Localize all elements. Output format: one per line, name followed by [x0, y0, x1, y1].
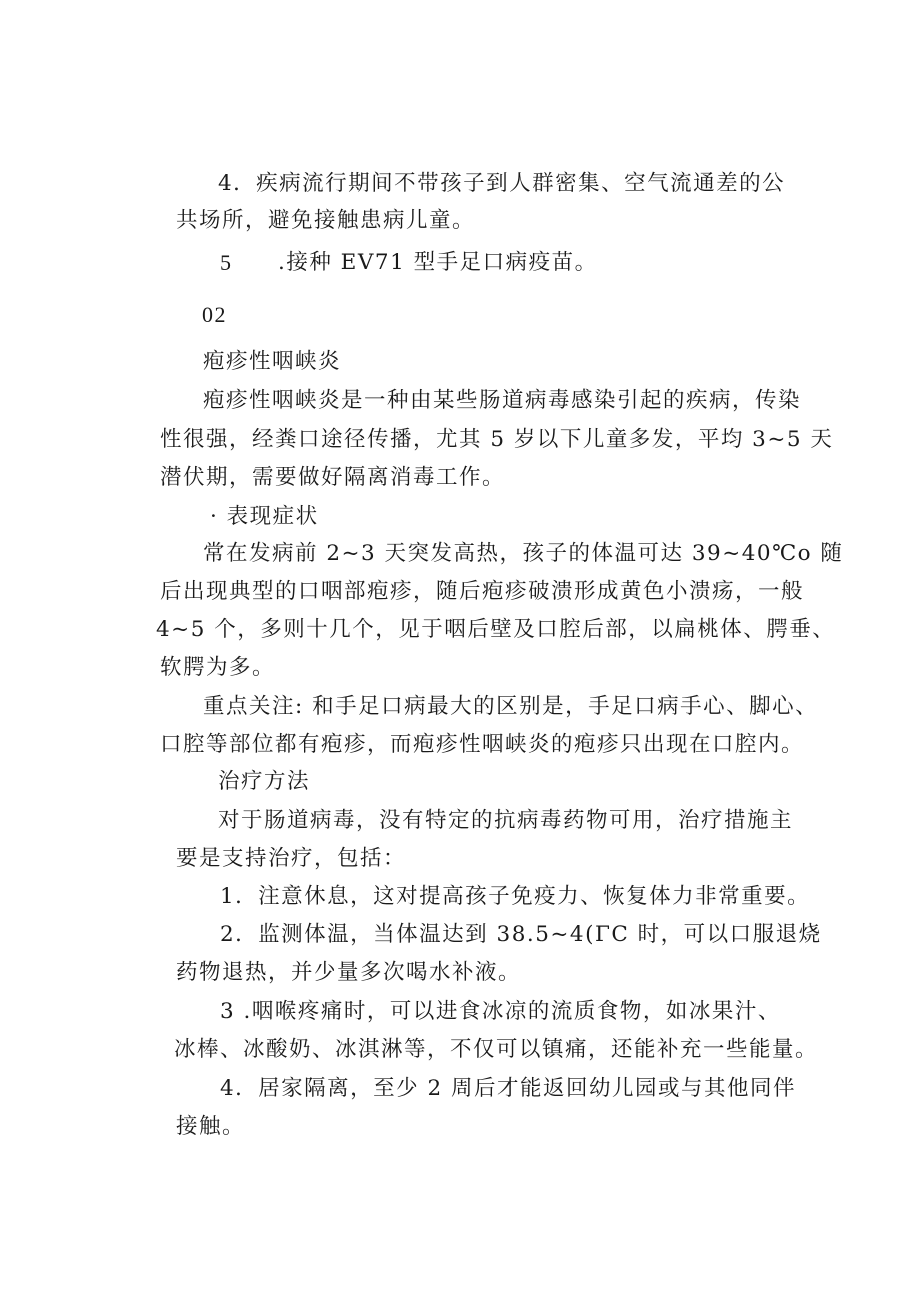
treatment-item-4-line-1: 4．居家隔离，至少 2 周后才能返回幼儿园或与其他同伴 [220, 1076, 797, 1101]
focus-line-1: 重点关注: 和手足口病最大的区别是，手足口病手心、脚心、 [203, 694, 819, 719]
prevention-item-4-line-2: 共场所，避免接触患病儿童。 [176, 208, 476, 233]
symptoms-line-4: 软腭为多。 [160, 655, 276, 680]
symptoms-line-1: 常在发病前 2~3 天突发高热，孩子的体温可达 39~40℃o 随 [203, 541, 844, 566]
treatment-heading: 治疗方法 [218, 769, 311, 794]
treatment-intro-line-2: 要是支持治疗，包括： [176, 846, 407, 871]
treatment-intro-line-1: 对于肠道病毒，没有特定的抗病毒药物可用，治疗措施主 [218, 808, 794, 833]
section-number: 02 [202, 302, 227, 327]
symptoms-heading: · 表现症状 [210, 504, 319, 529]
treatment-item-2-line-2: 药物退热，并少量多次喝水补液。 [176, 960, 522, 985]
treatment-item-1: 1．注意休息，这对提高孩子免疫力、恢复体力非常重要。 [220, 884, 811, 909]
intro-line-3: 潜伏期，需要做好隔离消毒工作。 [160, 465, 506, 490]
treatment-item-3-line-1: 3 .咽喉疼痛时，可以进食冰凉的流质食物，如冰果汁、 [220, 999, 781, 1024]
symptoms-line-3: 4~5 个，多则十几个，见于咽后壁及口腔后部，以扁桃体、腭垂、 [156, 617, 836, 642]
treatment-item-3-line-2: 冰棒、冰酸奶、冰淇淋等，不仅可以镇痛，还能补充一些能量。 [174, 1037, 819, 1062]
intro-line-1: 疱疹性咽峡炎是一种由某些肠道病毒感染引起的疾病，传染 [203, 388, 802, 413]
prevention-item-5-text: .接种 EV71 型手足口病疫苗。 [278, 250, 598, 275]
intro-line-2: 性很强，经粪口途径传播，尤其 5 岁以下儿童多发，平均 3~5 天 [160, 427, 834, 452]
prevention-item-4-line-1: 4．疾病流行期间不带孩子到人群密集、空气流通差的公 [218, 171, 786, 196]
treatment-item-2-line-1: 2．监测体温，当体温达到 38.5~4(ΓC 时，可以口服退烧 [220, 922, 822, 947]
focus-line-2: 口腔等部位都有疱疹，而疱疹性咽峡炎的疱疹只出现在口腔内。 [160, 732, 805, 757]
section-title: 疱疹性咽峡炎 [203, 349, 342, 374]
symptoms-line-2: 后出现典型的口咽部疱疹，随后疱疹破溃形成黄色小溃疡，一般 [160, 579, 805, 604]
prevention-item-5-number: 5 [220, 250, 233, 275]
treatment-item-4-line-2: 接触。 [176, 1114, 246, 1139]
